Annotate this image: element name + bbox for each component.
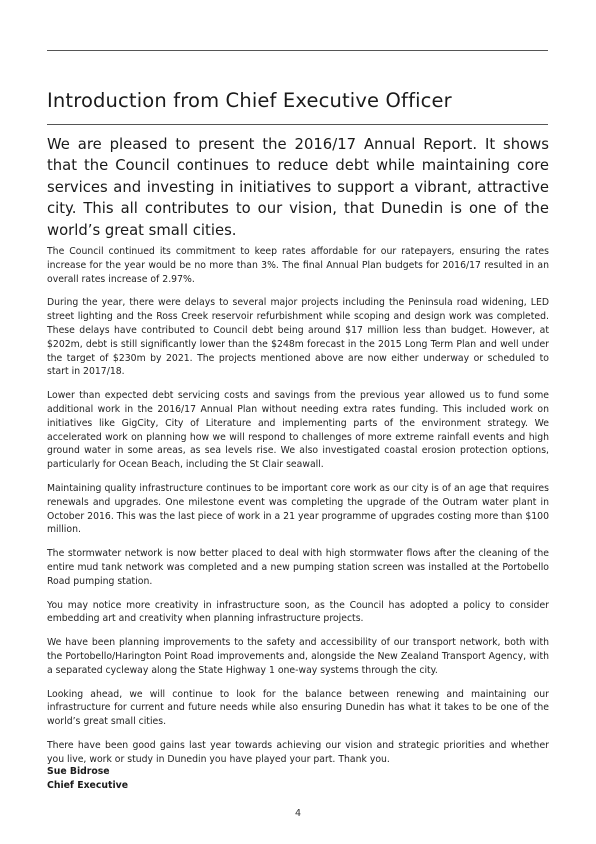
page-title: Introduction from Chief Executive Officer <box>47 89 452 112</box>
body-paragraph-1: The Council continued its commitment to keep rates affordable for our ratepayers, ensuring the rates increase for the year would be no more than 3%. The final Annual Plan budgets for 2016/17 resulted in an overall rates increase of 2.97%. <box>47 246 549 285</box>
body-paragraph-2: During the year, there were delays to several major projects including the Peninsula road widening, LED street lighting and the Ross Creek reservoir refurbishment while scoping and design work was completed. These delays have contributed to Council debt being around $17 million less than budget. However, at $202m, debt is still significantly lower than the $248m forecast in the 2015 Long Term Plan and well under the target of $230m by 2021. The projects mentioned above are now either underway or scheduled to start in 2017/18. <box>47 297 549 378</box>
signature-block <box>47 765 128 793</box>
lead-paragraph: We are pleased to present the 2016/17 Annual Report. It shows that the Council continues to reduce debt while maintaining core services and investing in initiatives to support a vibrant, attractive city. This all contributes to our vision, that Dunedin is one of the world’s great small cities. <box>47 136 549 239</box>
body-paragraph-8: Looking ahead, we will continue to look for the balance between renewing and maintaining our infrastructure for current and future needs while also ensuring Dunedin has what it takes to be one of the world’s great small cities. <box>47 688 549 728</box>
page-number: 4 <box>294 808 302 819</box>
signature-role: Chief Executive <box>47 779 128 791</box>
body-paragraph-9: There have been good gains last year towards achieving our vision and strategic priorities and whether you live, work or study in Dunedin you have played your part. Thank you. <box>47 739 549 765</box>
body-paragraph-6: You may notice more creativity in infrastructure soon, as the Council has adopted a policy to consider embedding art and creativity when planning infrastructure projects. <box>47 599 549 625</box>
body-text <box>47 245 549 777</box>
signature-name: Sue Bidrose <box>47 766 110 777</box>
body-paragraph-3: Lower than expected debt servicing costs and savings from the previous year allowed us to fund some additional work in the 2016/17 Annual Plan without needing extra rates funding. This included work on initiatives like GigCity, City of Literature and implementing parts of the environment strategy. We accelerated work on planning how we will respond to challenges of more extreme rainfall events and high ground water in some areas, as sea levels rise. We also investigated coastal erosion protection options, particularly for Ocean Beach, including the St Clair seawall. <box>47 390 549 471</box>
body-paragraph-7: We have been planning improvements to the safety and accessibility of our transport network, both with the Portobello/Harington Point Road improvements and, alongside the New Zealand Transport Agency, with a separated cycleway along the State Highway 1 one-way systems through the city. <box>47 637 549 676</box>
body-paragraph-5: The stormwater network is now better placed to deal with high stormwater flows after the cleaning of the entire mud tank network was completed and a new pumping station screen was installed at the Portobello Road pumping station. <box>47 548 549 587</box>
title-divider <box>47 124 548 125</box>
body-paragraph-4: Maintaining quality infrastructure continues to be important core work as our city is of an age that requires renewals and upgrades. One milestone event was completing the upgrade of the Outram water plant in October 2016. This was the last piece of work in a 21 year programme of upgrades costing more than $100 million. <box>47 482 550 536</box>
top-divider <box>47 50 548 51</box>
